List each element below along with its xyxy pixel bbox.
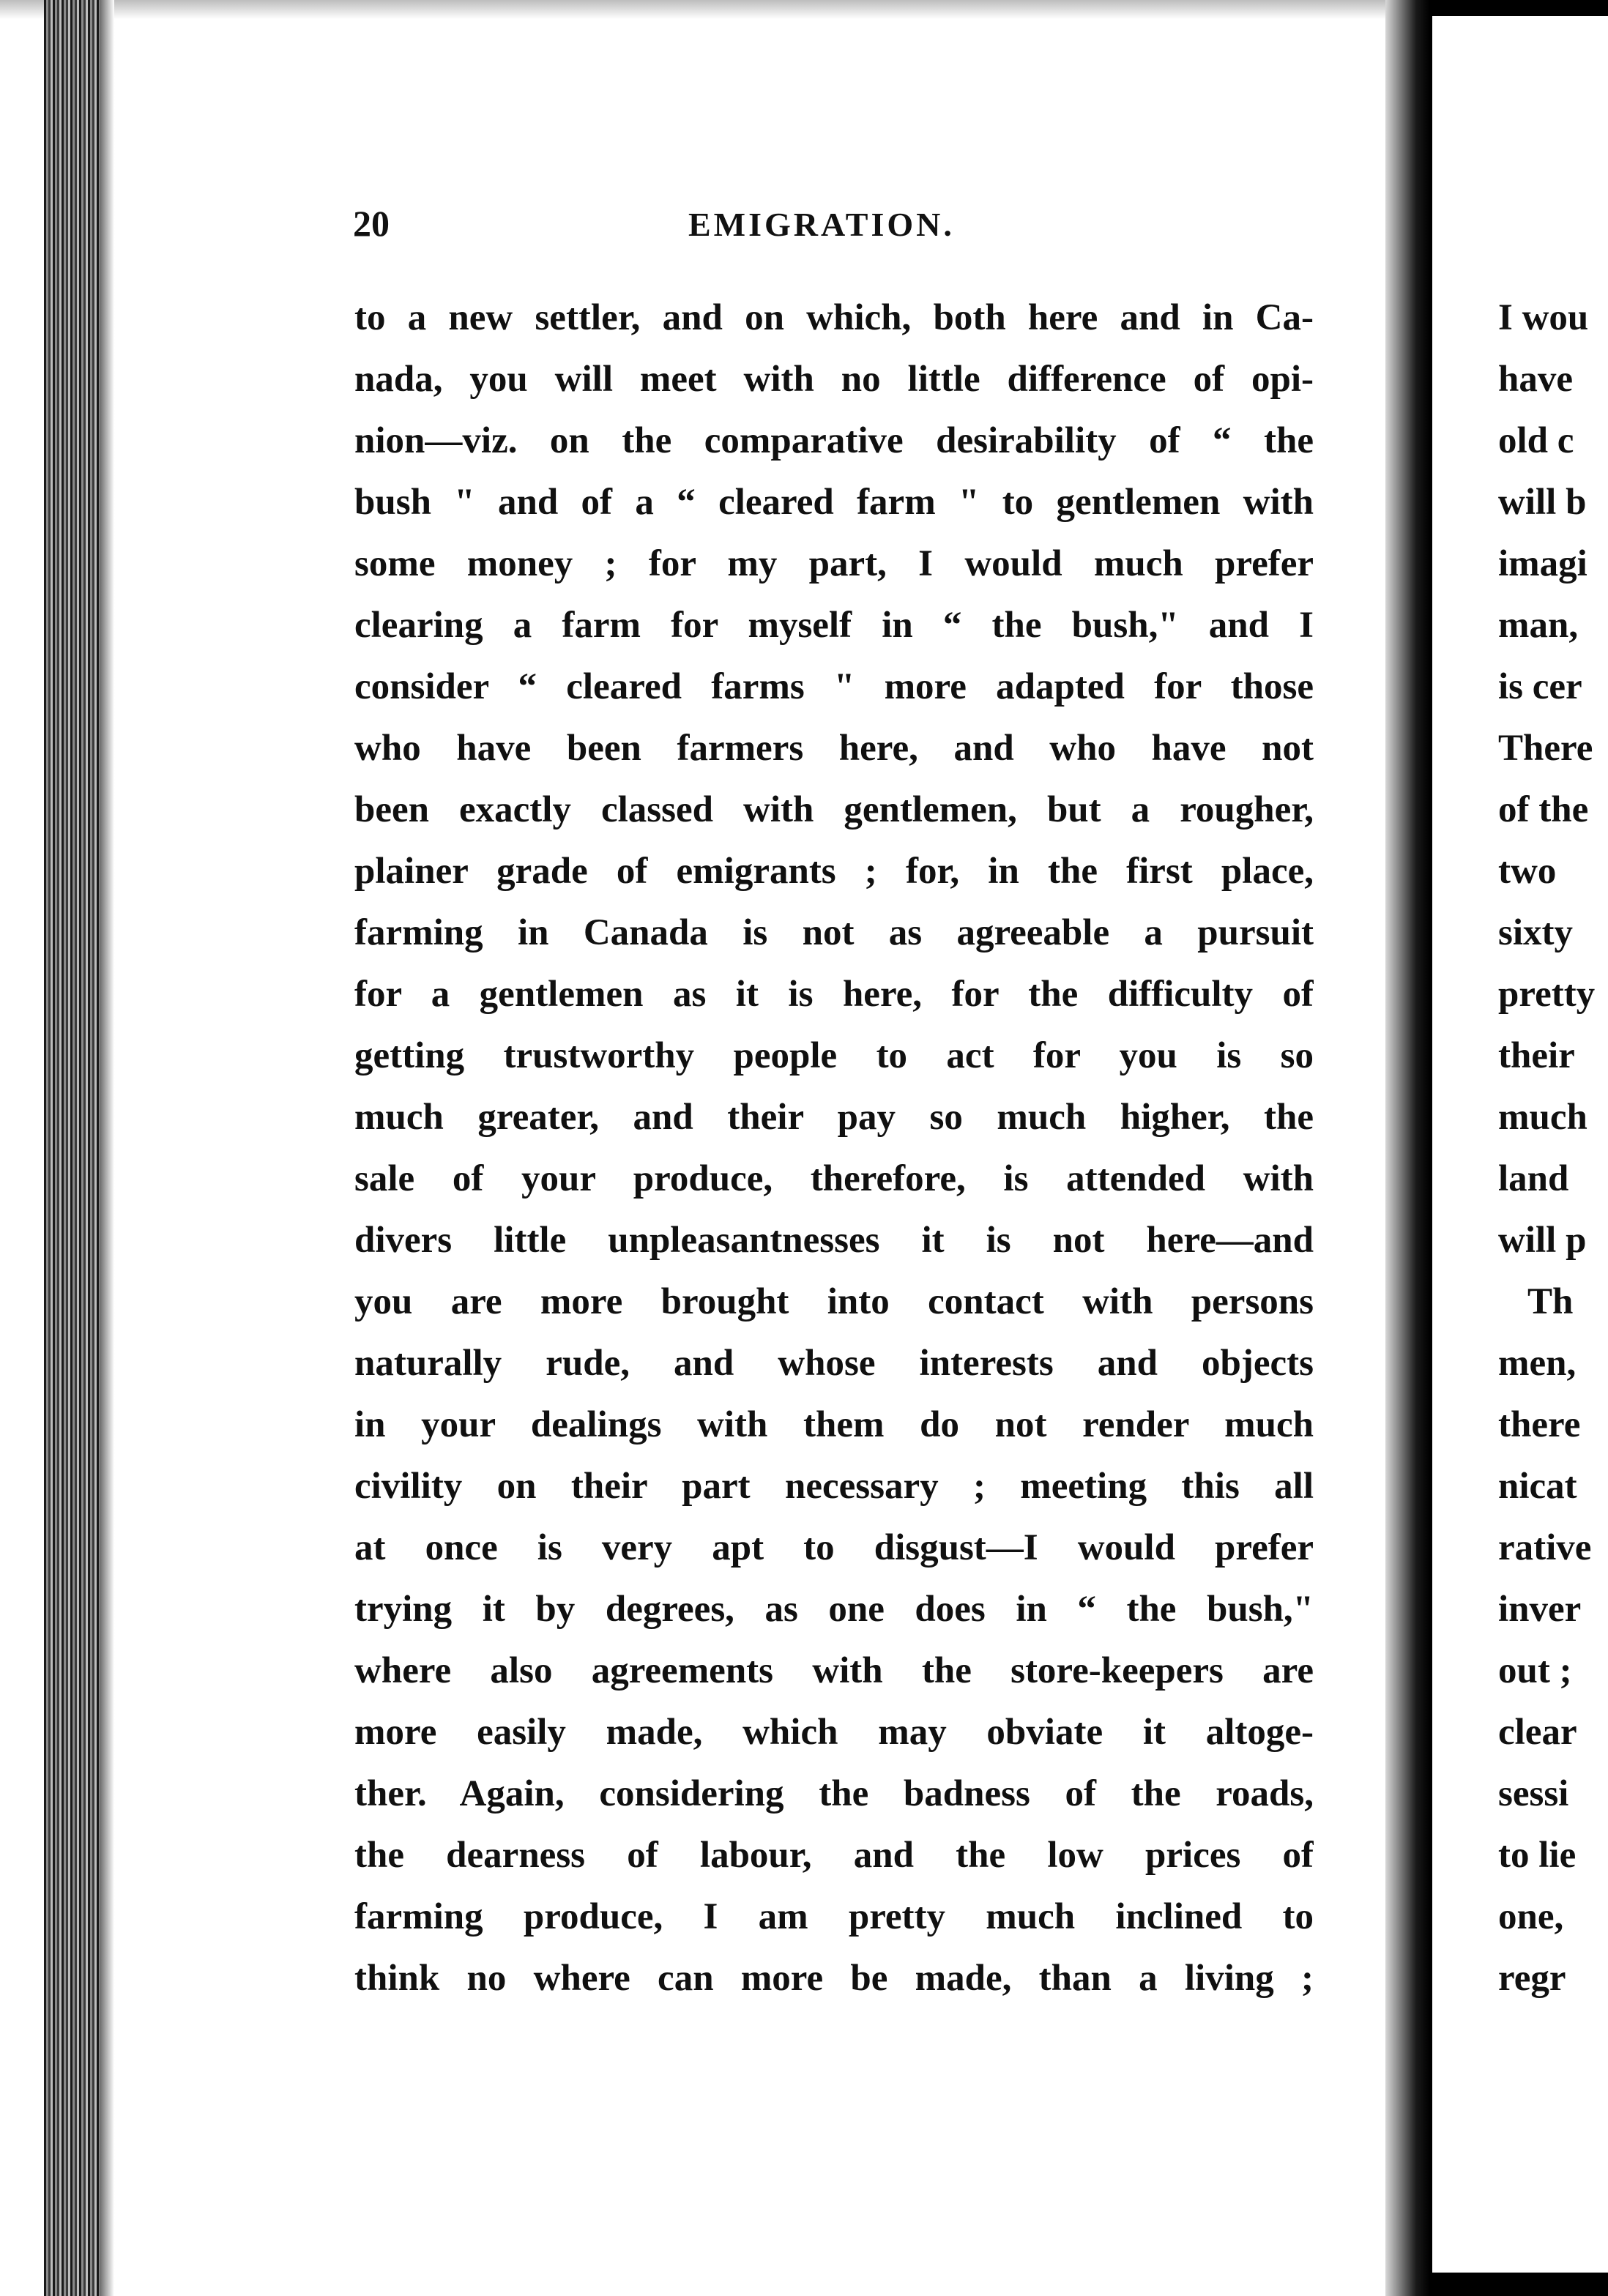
facing-page-line: have [1498, 359, 1573, 400]
text-line: in your dealings with them do not render much [354, 1404, 1314, 1445]
text-line: nion—viz. on the comparative desirability of “ the [354, 420, 1314, 461]
facing-page-line: man, [1498, 605, 1579, 646]
text-line: much greater, and their pay so much higher, the [354, 1097, 1314, 1138]
text-line: naturally rude, and whose interests and objects [354, 1343, 1314, 1384]
facing-page-line: much [1498, 1097, 1587, 1138]
text-line: more easily made, which may obviate it altoge- [354, 1712, 1314, 1753]
page-gutter [1385, 0, 1429, 2296]
text-line: bush " and of a “ cleared farm " to gentlemen with [354, 482, 1314, 523]
facing-page-line: rative [1498, 1527, 1592, 1568]
top-border-band [1432, 0, 1608, 16]
facing-page-line: old c [1498, 420, 1574, 461]
facing-page-line: inver [1498, 1589, 1582, 1630]
facing-page-line: pretty [1498, 974, 1596, 1015]
facing-page-line: of the [1498, 789, 1589, 830]
text-line: getting trustworthy people to act for you is so [354, 1035, 1314, 1076]
facing-page-line: two [1498, 851, 1557, 892]
facing-page-line: will b [1498, 482, 1587, 523]
text-line: been exactly classed with gentlemen, but a rougher, [354, 789, 1314, 830]
facing-page-line: imagi [1498, 543, 1587, 584]
facing-page-line: nicat [1498, 1466, 1577, 1507]
facing-page-line: men, [1498, 1343, 1577, 1384]
bottom-border-band [1432, 2273, 1608, 2296]
text-line: divers little unpleasantnesses it is not here—and [354, 1220, 1314, 1261]
text-line: farming in Canada is not as agreeable a pursuit [354, 912, 1314, 953]
facing-page-line: sessi [1498, 1773, 1569, 1814]
facing-page-fragment [1498, 287, 1608, 2009]
facing-page-line: their [1498, 1035, 1575, 1076]
facing-page-line: is cer [1498, 666, 1582, 707]
book-binding-edge [44, 0, 100, 2296]
top-shadow [0, 0, 1385, 19]
text-line: you are more brought into contact with persons [354, 1281, 1314, 1322]
facing-page-line: to lie [1498, 1835, 1577, 1876]
text-line: at once is very apt to disgust—I would prefer [354, 1527, 1314, 1568]
text-line: plainer grade of emigrants ; for, in the first place, [354, 851, 1314, 892]
facing-page-line: Th [1527, 1281, 1574, 1322]
text-line: trying it by degrees, as one does in “ the bush," [354, 1589, 1314, 1630]
facing-page-line: there [1498, 1404, 1581, 1445]
facing-page-line: I wou [1498, 297, 1589, 338]
running-head: EMIGRATION. [688, 206, 955, 243]
facing-page-line: clear [1498, 1712, 1577, 1753]
text-line: nada, you will meet with no little difference of opi- [354, 359, 1314, 400]
text-line: to a new settler, and on which, both here and in Ca- [354, 297, 1314, 338]
facing-page-line: will p [1498, 1220, 1587, 1261]
text-line: clearing a farm for myself in “ the bush," and I [354, 605, 1314, 646]
page-number: 20 [353, 203, 390, 244]
body-text [354, 287, 1314, 2009]
text-line: the dearness of labour, and the low prices of [354, 1835, 1314, 1876]
binding-shadow [100, 0, 114, 2296]
text-line: farming produce, I am pretty much inclined to [354, 1896, 1314, 1937]
text-line: sale of your produce, therefore, is attended with [354, 1158, 1314, 1199]
text-line: civility on their part necessary ; meeting this all [354, 1466, 1314, 1507]
text-line: where also agreements with the store-keepers are [354, 1650, 1314, 1691]
text-line: who have been farmers here, and who have not [354, 728, 1314, 769]
text-line: for a gentlemen as it is here, for the difficulty of [354, 974, 1314, 1015]
page-header [353, 202, 1319, 261]
text-line: think no where can more be made, than a living ; [354, 1958, 1314, 1999]
text-line: some money ; for my part, I would much prefer [354, 543, 1314, 584]
text-line: ther. Again, considering the badness of the roads, [354, 1773, 1314, 1814]
text-line: consider “ cleared farms " more adapted for those [354, 666, 1314, 707]
facing-page-line: land [1498, 1158, 1569, 1199]
facing-page-line: one, [1498, 1896, 1564, 1937]
facing-page-line: sixty [1498, 912, 1573, 953]
facing-page-line: out ; [1498, 1650, 1572, 1691]
facing-page-edge [1429, 0, 1432, 2296]
facing-page-line: regr [1498, 1958, 1566, 1999]
facing-page-line: There [1498, 728, 1593, 769]
